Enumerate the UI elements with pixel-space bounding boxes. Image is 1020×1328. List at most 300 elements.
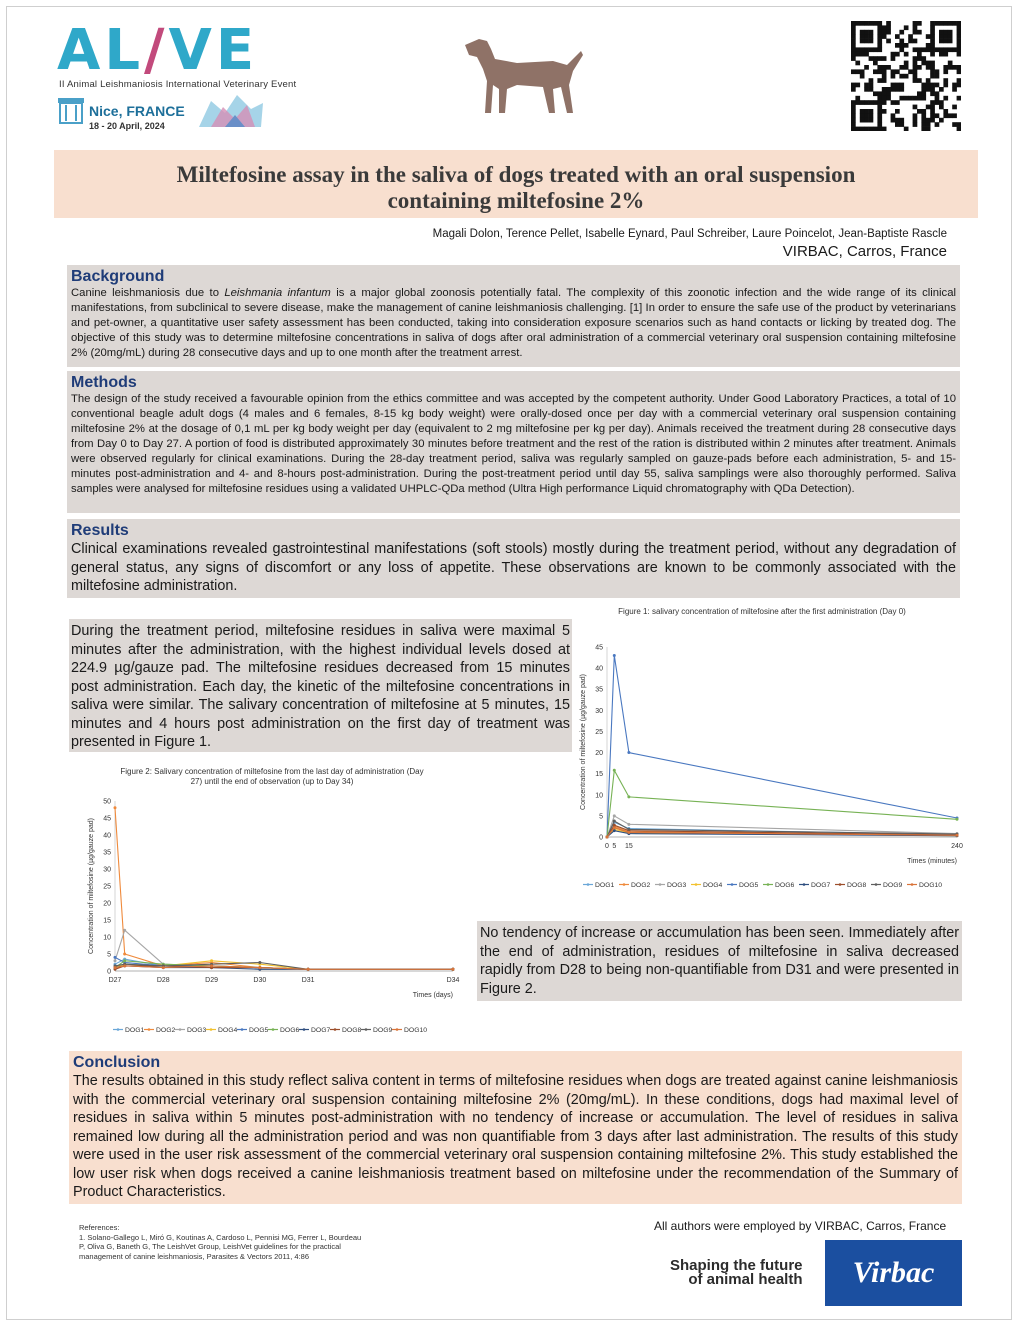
legend-item [361, 1027, 392, 1034]
data-point [613, 814, 616, 817]
x-tick-label: 0 [605, 843, 609, 850]
methods-text: The design of the study received a favourable opinion from the ethics committee and was accepted by the competent authority. Under Good Laboratory Practices, a total of 10 conventional beagle adult dogs (4 males and 6 females, 8-15 kg body weight) were orally-dosed once per day with a commercial veterinary oral suspension containing miltefosine 2% at the dosage of 0,1 mL per kg body weight per day (equivalent to 2 mg miltefosine per kg per day). Animals received the treatment during 28 consecutive days from Day 0 to Day 27. A portion of food is distributed approximately 30 minutes before treatment and the rest of the ration is distributed within 2 minutes after treatment. Animals were observed regularly for clinical examinations. During the 28-day treatment period, saliva was regularly sampled on gauze-pads before each administration, 5- and 15-minutes post-administration and 4- and 8-hours post-administration. During the post-treatment period until day 55, saliva samplings were also thoroughly performed. Saliva samples were analysed for miltefosine residues using a validated UHPLC-QDa method (Ultra High performance Liquid chromatography with QDa Detection). [71, 393, 956, 495]
qr-module [913, 61, 918, 66]
title-line-1: Miltefosine assay in the saliva of dogs treated with an oral suspension [176, 162, 856, 187]
qr-module [904, 65, 909, 70]
qr-module [908, 39, 913, 44]
conclusion-section [69, 1051, 962, 1204]
qr-module [864, 30, 869, 35]
y-tick-label: 35 [595, 686, 603, 694]
qr-module [877, 109, 882, 114]
qr-module [939, 39, 944, 44]
qr-module [948, 30, 953, 35]
data-point [114, 959, 117, 962]
qr-module [891, 100, 896, 105]
qr-module [957, 21, 961, 26]
qr-module [917, 96, 922, 101]
y-tick-label: 5 [107, 951, 111, 959]
legend-item [583, 882, 614, 889]
qr-module [855, 52, 860, 57]
qr-module [855, 21, 860, 26]
qr-module [895, 118, 900, 123]
legend-marker [241, 1028, 244, 1031]
building-icon [57, 95, 85, 125]
background-text-pre: Canine leishmaniosis due to [71, 287, 225, 299]
qr-module [899, 74, 904, 79]
qr-module [851, 100, 856, 105]
qr-module [864, 52, 869, 57]
qr-module [899, 65, 904, 70]
qr-module [952, 113, 957, 118]
qr-module [877, 21, 882, 26]
qr-module [930, 113, 935, 118]
qr-module [895, 87, 900, 92]
qr-module [913, 122, 918, 127]
authors: Magali Dolon, Terence Pellet, Isabelle Eynard, Paul Schreiber, Laure Poincelot, Jean-Baptiste Rascle [432, 228, 947, 240]
qr-module [877, 122, 882, 127]
legend-marker [803, 883, 806, 886]
y-axis-label: Concentration of miltefosine (µg/gauze pad) [580, 674, 587, 810]
qr-module [948, 21, 953, 26]
legend-item [835, 882, 866, 889]
qr-module [926, 47, 931, 52]
qr-module [913, 74, 918, 79]
legend-item [799, 882, 830, 889]
logo-dates: 18 - 20 April, 2024 [89, 121, 165, 131]
legend-item [907, 882, 942, 889]
qr-module [855, 47, 860, 52]
results-text-treatment: During the treatment period, miltefosine residues in saliva were maximal 5 minutes after the administration, with the highest individual levels dosed at 224.9 µg/gauze pad. The miltefosine residues decreased from 15 minutes post administration. Each day, the kinetic of the miltefosine concentrations in saliva were similar. The salivary concentration of miltefosine at 5 minutes, 15 minutes and 4 hours post administration on the first day of treatment was presented in Figure 1. [71, 623, 570, 750]
poster [6, 6, 1012, 1320]
data-point [210, 959, 213, 962]
series-line [115, 930, 453, 969]
qr-module [930, 34, 935, 39]
qr-module [921, 61, 926, 66]
legend-label: DOG3 [667, 882, 687, 889]
qr-module [851, 56, 856, 61]
qr-module [930, 118, 935, 123]
qr-module [943, 39, 948, 44]
qr-module [926, 34, 931, 39]
x-tick-label: 5 [612, 843, 617, 850]
x-tick-label: D30 [253, 977, 267, 984]
results-section [67, 519, 960, 598]
qr-module [948, 113, 953, 118]
qr-module [882, 25, 887, 30]
qr-module [860, 127, 865, 131]
qr-module [926, 87, 931, 92]
legend-item [727, 882, 758, 889]
qr-module [855, 61, 860, 66]
virbac-logo[interactable] [825, 1240, 962, 1306]
series-line [607, 655, 957, 837]
qr-module [873, 21, 878, 26]
qr-module [895, 34, 900, 39]
qr-module [886, 21, 891, 26]
qr-module [864, 21, 869, 26]
qr-module [952, 47, 957, 52]
qr-module [926, 65, 931, 70]
qr-module [939, 118, 944, 123]
qr-module [904, 96, 909, 101]
qr-module [908, 69, 913, 74]
qr-module [957, 65, 961, 70]
qr-module [935, 113, 940, 118]
qr-module [908, 96, 913, 101]
y-axis-label: Concentration of miltefosine (µg/gauze pad) [88, 818, 95, 954]
data-point [114, 966, 117, 969]
qr-module [877, 56, 882, 61]
legend-marker [731, 883, 734, 886]
data-point [613, 769, 616, 772]
qr-code-icon[interactable] [851, 21, 961, 131]
employment-note: All authors were employed by VIRBAC, Carros, France [654, 1219, 947, 1233]
qr-module [860, 30, 865, 35]
legend-label: DOG3 [187, 1027, 207, 1034]
results-box-treatment [69, 619, 572, 752]
qr-module [869, 109, 874, 114]
qr-module [921, 83, 926, 88]
y-tick-label: 30 [103, 866, 111, 874]
legend-item [175, 1027, 206, 1034]
qr-module [864, 47, 869, 52]
qr-module [864, 39, 869, 44]
qr-module [939, 30, 944, 35]
qr-module [873, 127, 878, 131]
data-point [114, 806, 117, 809]
x-axis-label: Times (days) [412, 992, 453, 999]
qr-module [904, 25, 909, 30]
series-line [115, 808, 453, 970]
qr-module [913, 96, 918, 101]
qr-module [886, 65, 891, 70]
qr-module [957, 127, 961, 131]
logo-subtitle: II Animal Leishmaniosis International Veterinary Event [59, 79, 297, 90]
y-tick-label: 40 [595, 665, 603, 673]
qr-module [957, 25, 961, 30]
legend-marker [587, 883, 590, 886]
qr-module [860, 52, 865, 57]
qr-module [921, 109, 926, 114]
qr-module [882, 34, 887, 39]
qr-module [899, 122, 904, 127]
qr-module [864, 113, 869, 118]
qr-module [882, 78, 887, 83]
qr-module [921, 56, 926, 61]
qr-module [921, 87, 926, 92]
qr-module [939, 21, 944, 26]
qr-module [952, 83, 957, 88]
qr-module [860, 118, 865, 123]
qr-module [899, 43, 904, 48]
qr-module [935, 47, 940, 52]
qr-module [860, 47, 865, 52]
qr-module [851, 43, 856, 48]
qr-module [891, 69, 896, 74]
qr-module [864, 109, 869, 114]
results-text-post-treatment: No tendency of increase or accumulation has been seen. Immediately after the end of administration, residues of miltefosine in saliva decreased rapidly from D28 to being non-quantifiable from D31 and were presented in Figure 2. [480, 925, 959, 997]
legend-item [330, 1027, 361, 1034]
qr-module [851, 21, 856, 26]
qr-module [917, 65, 922, 70]
qr-module [886, 30, 891, 35]
data-point [210, 964, 213, 967]
qr-module [917, 109, 922, 114]
qr-module [939, 47, 944, 52]
qr-module [952, 122, 957, 127]
background-text [71, 286, 956, 361]
qr-module [869, 87, 874, 92]
legend-marker [659, 883, 662, 886]
qr-module [886, 96, 891, 101]
qr-module [860, 21, 865, 26]
qr-module [882, 65, 887, 70]
qr-module [948, 47, 953, 52]
data-point [258, 961, 261, 964]
x-tick-label: 15 [624, 843, 633, 850]
data-point [613, 826, 616, 829]
qr-module [869, 39, 874, 44]
figure-1-chart [577, 623, 967, 893]
legend-item [299, 1027, 330, 1034]
series-dog5 [606, 654, 959, 839]
figure-2-title: Figure 2: Salivary concentration of miltefosine from the last day of administration (Day 27) until the end of observation (up to Day 34) [120, 767, 424, 786]
qr-module [957, 34, 961, 39]
figure-2-chart [77, 791, 467, 1041]
qr-module [895, 109, 900, 114]
qr-module [930, 43, 935, 48]
chart-legend [113, 1027, 427, 1034]
figure-1-title: Figure 1: salivary concentration of miltefosine after the first administration (Day 0) [618, 607, 906, 616]
qr-module [882, 69, 887, 74]
data-point [956, 818, 959, 821]
qr-module [860, 109, 865, 114]
qr-module [882, 96, 887, 101]
x-tick-label: 240 [951, 843, 963, 850]
qr-module [943, 78, 948, 83]
data-point [123, 953, 126, 956]
qr-module [899, 118, 904, 123]
qr-module [882, 127, 887, 131]
qr-module [939, 34, 944, 39]
qr-module [869, 34, 874, 39]
qr-module [943, 109, 948, 114]
qr-module [930, 83, 935, 88]
qr-module [957, 43, 961, 48]
qr-module [851, 52, 856, 57]
legend-item [113, 1027, 144, 1034]
legend-item [144, 1027, 175, 1034]
qr-module [877, 113, 882, 118]
qr-module [913, 39, 918, 44]
qr-module [930, 87, 935, 92]
y-tick-label: 50 [103, 798, 111, 806]
qr-module [873, 47, 878, 52]
legend-label: DOG9 [373, 1027, 393, 1034]
results-heading: Results [71, 522, 129, 539]
qr-module [921, 47, 926, 52]
x-tick-label: D31 [301, 977, 315, 984]
y-tick-label: 35 [103, 849, 111, 857]
title-banner [54, 150, 978, 218]
legend-marker [623, 883, 626, 886]
qr-module [851, 109, 856, 114]
qr-module [935, 100, 940, 105]
qr-module [869, 78, 874, 83]
qr-module [930, 69, 935, 74]
x-tick-label: D28 [156, 977, 170, 984]
qr-module [913, 65, 918, 70]
y-tick-label: 10 [595, 792, 603, 800]
qr-module [891, 118, 896, 123]
legend-label: DOG1 [125, 1027, 145, 1034]
x-axis-label: Times (minutes) [907, 858, 957, 865]
qr-module [926, 127, 931, 131]
legend-label: DOG8 [847, 882, 867, 889]
qr-module [904, 61, 909, 66]
y-tick-label: 0 [107, 968, 111, 976]
data-point [627, 828, 630, 831]
qr-module [899, 87, 904, 92]
y-tick-label: 40 [103, 832, 111, 840]
qr-module [904, 43, 909, 48]
legend-label: DOG5 [739, 882, 759, 889]
qr-module [957, 39, 961, 44]
qr-module [917, 56, 922, 61]
legend-item [763, 882, 794, 889]
legend-label: DOG1 [595, 882, 615, 889]
alive-logo [57, 18, 259, 83]
qr-module [930, 65, 935, 70]
qr-module [957, 78, 961, 83]
qr-module [899, 39, 904, 44]
qr-module [860, 100, 865, 105]
legend-label: DOG10 [919, 882, 943, 889]
y-tick-label: 20 [595, 750, 603, 758]
qr-module [917, 47, 922, 52]
qr-module [943, 65, 948, 70]
qr-module [899, 96, 904, 101]
qr-module [930, 109, 935, 114]
qr-module [948, 39, 953, 44]
qr-module [921, 96, 926, 101]
qr-module [943, 34, 948, 39]
qr-module [851, 122, 856, 127]
qr-module [877, 69, 882, 74]
qr-module [930, 100, 935, 105]
qr-module [921, 127, 926, 131]
qr-module [864, 65, 869, 70]
legend-item [206, 1027, 237, 1034]
slogan-line-1: Shaping the future [670, 1257, 803, 1274]
qr-module [943, 69, 948, 74]
qr-module [877, 96, 882, 101]
qr-module [860, 39, 865, 44]
background-section [67, 265, 960, 367]
qr-module [957, 47, 961, 52]
qr-module [943, 52, 948, 57]
qr-module [855, 96, 860, 101]
dog-silhouette-icon [457, 29, 587, 117]
y-tick-label: 30 [595, 707, 603, 715]
qr-module [952, 87, 957, 92]
qr-module [943, 47, 948, 52]
qr-module [939, 87, 944, 92]
qr-module [943, 30, 948, 35]
qr-module [904, 127, 909, 131]
logo-word-slash: / [144, 18, 169, 83]
affiliation: VIRBAC, Carros, France [782, 243, 947, 260]
references [79, 1223, 369, 1261]
qr-module [917, 52, 922, 57]
methods-section [67, 371, 960, 513]
legend-item [392, 1027, 427, 1034]
qr-module [930, 91, 935, 96]
qr-module [935, 83, 940, 88]
qr-module [926, 83, 931, 88]
qr-module [877, 34, 882, 39]
qr-module [930, 47, 935, 52]
legend-marker [210, 1028, 213, 1031]
qr-module [882, 74, 887, 79]
background-heading: Background [71, 268, 165, 285]
qr-module [913, 78, 918, 83]
qr-module [957, 96, 961, 101]
legend-marker [334, 1028, 337, 1031]
qr-module [851, 118, 856, 123]
qr-module [891, 87, 896, 92]
qr-module [873, 61, 878, 66]
qr-module [869, 83, 874, 88]
legend-label: DOG2 [631, 882, 651, 889]
qr-module [851, 30, 856, 35]
qr-module [939, 105, 944, 110]
qr-module [952, 105, 957, 110]
qr-module [943, 96, 948, 101]
data-point [452, 968, 455, 971]
qr-module [891, 83, 896, 88]
y-tick-label: 45 [595, 644, 603, 652]
data-point [307, 968, 310, 971]
qr-module [895, 69, 900, 74]
y-tick-label: 15 [103, 917, 111, 925]
qr-module [851, 87, 856, 92]
qr-module [882, 100, 887, 105]
qr-module [926, 61, 931, 66]
qr-module [926, 43, 931, 48]
x-tick-label: D29 [205, 977, 218, 984]
y-tick-label: 5 [599, 813, 603, 821]
shaping-slogan [670, 1259, 803, 1287]
qr-module [869, 118, 874, 123]
qr-module [882, 56, 887, 61]
qr-module [877, 43, 882, 48]
data-point [613, 819, 616, 822]
legend-label: DOG7 [311, 1027, 331, 1034]
legend-item [619, 882, 650, 889]
legend-marker [695, 883, 698, 886]
qr-module [864, 127, 869, 131]
qr-module [913, 56, 918, 61]
qr-module [886, 25, 891, 30]
logo-word-al: AL [57, 18, 145, 83]
qr-module [851, 83, 856, 88]
qr-module [860, 34, 865, 39]
qr-module [957, 69, 961, 74]
legend-item [691, 882, 722, 889]
qr-module [926, 105, 931, 110]
qr-module [957, 30, 961, 35]
